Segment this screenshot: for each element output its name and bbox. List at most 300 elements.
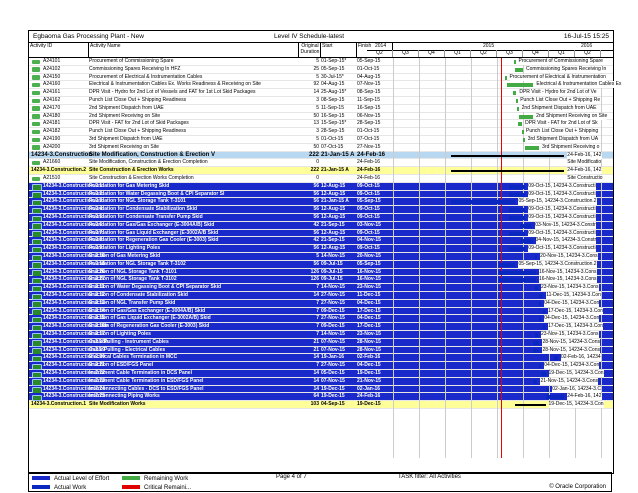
activity-id: 14234-3.Construction.2 (31, 167, 87, 174)
activity-duration: 5 (316, 104, 319, 111)
activity-name: Instrument Cable Termination in DCS Panel (89, 370, 192, 376)
activity-finish: 01-Oct-15 (357, 65, 380, 72)
gantt-bar-label: 09-Oct-15, 14234-3.Constructi (528, 182, 596, 189)
gantt-bar-label: Electrical & Instrumentation Cables Ex (536, 81, 622, 88)
activity-finish: 04-Nov-15 (357, 237, 381, 244)
gantt-bar[interactable] (519, 115, 533, 119)
gantt-chart (393, 58, 622, 458)
activity-name: Electrical & Instrumentation Cables Ex. Works Readiness & Receiving on Site (89, 81, 261, 88)
activity-start: 12-Aug-15 (321, 214, 346, 220)
activity-duration: 21 (313, 346, 319, 353)
gantt-bar[interactable] (539, 294, 543, 298)
activity-start: 07-Nov-15 (321, 377, 345, 384)
activity-duration: 14 (313, 89, 319, 96)
activity-duration: 14 (313, 377, 319, 384)
activity-id: A24181 (43, 120, 61, 127)
activity-start: 12-Aug-15 (321, 245, 346, 252)
activity-start: 27-Nov-15 (321, 292, 345, 298)
gantt-bar[interactable] (520, 239, 532, 243)
activity-start: 21-Sep-15 (321, 221, 345, 228)
activity-finish: 05-Sep-15 (357, 260, 381, 267)
gantt-bar[interactable] (514, 60, 516, 64)
gantt-gridline (497, 58, 498, 458)
activity-duration: 56 (313, 260, 319, 267)
gantt-bar[interactable] (515, 68, 523, 72)
gantt-bar-label: 2nd Shipment Dispatch from UAE (521, 104, 597, 111)
activity-id: 14234-3.Construction.2.16 (43, 253, 105, 259)
activity-id: 14234-3.Construction.2.26 (43, 268, 105, 275)
activity-duration: 222 (308, 151, 319, 158)
activity-id: 14234-3.Construction (31, 151, 93, 158)
activity-id: 14234-3.Construction.2.21 (43, 362, 105, 369)
activity-finish: 09-Oct-15 (357, 229, 380, 236)
task-filter: TASK filter: All Activities (398, 474, 461, 480)
activity-name: Foundation for Regeneration Gas Cooler (E-3003) Skid (89, 237, 219, 244)
project-title: Egbaoma Gas Processing Plant - New (33, 33, 144, 40)
gantt-bar[interactable] (554, 356, 558, 360)
gantt-bar-label: DPR Visit - Hydro for 2nd Lot of Ve (519, 89, 597, 96)
activity-id: 14234-3.Construction.2.19 (43, 346, 105, 353)
activity-finish: 16-Sep-15 (357, 104, 381, 111)
activity-duration: 56 (313, 198, 319, 205)
activity-duration: 3 (316, 128, 319, 135)
activity-finish: 02-Jan-16 (357, 385, 381, 392)
activity-start: 14-Nov-15 (321, 284, 345, 291)
activity-id: A24101 (43, 58, 61, 64)
activity-id: 14234-3.Construction.2.11 (43, 284, 105, 291)
activity-name: Commissioning Spares Receiving In HFZ (89, 65, 181, 72)
gantt-bar-label: 11-Dec-15, 14234-3.Con (546, 292, 601, 298)
activity-id: A24190 (43, 136, 61, 142)
quarter-label: Q4 (523, 50, 549, 57)
legend-actual-level-of-effort: Actual Level of Effort (32, 475, 109, 483)
activity-duration: 56 (313, 206, 319, 213)
activity-id: A24200 (43, 143, 61, 150)
quarter-label: Q3 (497, 50, 523, 57)
gantt-bar-label: 16-Nov-15, 14234-3.Cons (539, 268, 597, 275)
gantt-bar[interactable] (546, 388, 550, 392)
activity-name: Erection of NGL Transfer Pump Skid (89, 299, 176, 306)
activity-id: 14234-3.Construction.2.27 (43, 276, 105, 283)
activity-finish: 09-Oct-15 (357, 206, 380, 213)
activity-finish: 07-Nov-15 (357, 81, 381, 88)
activity-finish: 16-Nov-15 (357, 276, 381, 283)
activity-duration: 126 (310, 276, 319, 283)
activity-start: 14-Nov-15 (321, 331, 345, 337)
activity-id: 14234-3.Construction.2.22 (43, 370, 105, 376)
gantt-bar-label: 19-Dec-15, 14234-3.Con (548, 401, 604, 408)
activity-id: 14234-3.Construction.2.12 (43, 292, 105, 298)
activity-duration: 103 (310, 401, 319, 408)
gantt-bar[interactable] (499, 278, 536, 282)
activity-duration: 64 (313, 393, 319, 400)
activity-finish: 09-Oct-15 (357, 214, 380, 220)
activity-name: Foundation for Gas Metering Skid (89, 182, 170, 189)
gantt-bar[interactable] (535, 333, 538, 337)
activity-duration: 0 (316, 175, 319, 181)
column-headers (29, 43, 613, 58)
activity-start: 14-Nov-15 (321, 253, 345, 259)
activity-duration: 25 (313, 65, 319, 72)
col-activity-id[interactable]: Activity ID (29, 43, 89, 57)
activity-id: 14234-3.Construction.2.14 (43, 307, 105, 314)
activity-name: Erection of Gas Metering Skid (89, 253, 161, 259)
activity-duration: 3 (316, 97, 319, 103)
activity-id: A24182 (43, 128, 61, 135)
gantt-bar[interactable] (451, 170, 565, 172)
activity-start: 27-Nov-15 (321, 362, 345, 369)
activity-start (321, 175, 356, 182)
activity-name: Erection of Water Degassing Boot & CPI Separator Skid (89, 284, 222, 291)
activity-id: A24150 (43, 73, 61, 80)
activity-name: Punch List Close Out + Shipping Readiness (89, 128, 187, 135)
gantt-bar-label: 02-Jan-16, 14234-3.C (552, 385, 601, 392)
gantt-bar[interactable] (525, 146, 539, 150)
activity-id: 14234-3.Construction.2.25 (43, 393, 105, 400)
activity-name: 3rd Shipment Dispatch from UAE (89, 136, 163, 142)
gantt-bar-label: 03-Nov-15, 14234-3.Constr (535, 221, 596, 228)
activity-name: 3rd Shipment Receiving on Site (89, 143, 160, 150)
footer-border (28, 472, 612, 492)
gantt-bar-label: 20-Nov-15, 14234-3.Cons (540, 253, 598, 259)
legend-critical-remaining: Critical Remaini... (122, 484, 191, 492)
gantt-bar-label: Punch List Close Out + Shipping Re (520, 97, 601, 103)
activity-name: Cable Pulling - Electrical Cables (89, 346, 166, 353)
gantt-bar[interactable] (451, 155, 565, 157)
activity-start: 12-Aug-15 (321, 206, 346, 213)
gantt-gridline (419, 58, 420, 458)
activity-start: 12-Aug-15 (321, 190, 346, 197)
activity-duration: 56 (313, 214, 319, 220)
report-date: 16-Jul-15 15:25 (563, 33, 609, 40)
gantt-bar[interactable] (533, 349, 539, 353)
gantt-bar[interactable] (543, 325, 545, 329)
activity-name: Electrical Cables Termination in MCC (89, 354, 178, 361)
gantt-bar-label: Site Constructio (567, 175, 603, 181)
legend-remaining-work: Remaining Work (122, 475, 188, 483)
activity-name: Site Modification Works (89, 401, 146, 408)
gantt-bar-label: 3rd Shipment Dispatch from UA (527, 136, 599, 142)
activity-id: 14234-3.Construction.2.24 (43, 385, 105, 392)
activity-name: Foundation for Gas Liquid Exchanger (E-3002A/B Skid (89, 229, 219, 236)
gantt-bar[interactable] (509, 232, 525, 236)
gantt-bar-label: 16-Nov-15, 14234-3.Cons (539, 276, 597, 283)
activity-name: Foundation for Lighting Poles (89, 245, 161, 252)
activity-finish: 04-Aug-15 (357, 73, 381, 80)
activity-finish: 19-Dec-15 (357, 370, 381, 376)
activity-finish: 28-Nov-15 (357, 346, 381, 353)
activity-id: 14234-3.Construction.2.9 (43, 245, 103, 252)
activity-name: Foundation for Gas/Gas Exchanger (E-3004A/B) Skid (89, 221, 215, 228)
activity-finish: 05-Sep-15 (357, 58, 381, 64)
activity-duration: 7 (316, 323, 319, 330)
activity-start: 04-Aug-15 (321, 81, 345, 88)
activity-id: 14234-3.Construction.2.4 (43, 206, 103, 213)
gantt-bar-label: 09-Oct-15, 14234-3.Constructi (528, 245, 596, 252)
activity-start: 08-Sep-15 (321, 97, 345, 103)
gantt-bar[interactable] (517, 107, 519, 111)
activity-finish: 01-Oct-15 (357, 128, 380, 135)
col-activity-name[interactable]: Activity Name (89, 43, 299, 57)
gantt-gridline (445, 58, 446, 458)
gantt-bar-label: 3rd Shipment Receiving o (542, 143, 600, 150)
footer (28, 472, 612, 492)
gantt-gridline (471, 58, 472, 458)
col-start[interactable]: Start (321, 43, 357, 57)
activity-finish: 08-Sep-15 (357, 89, 381, 96)
activity-id: 14234-3.Construction.2.18b (43, 338, 109, 345)
activity-finish: 09-Oct-15 (357, 182, 380, 189)
activity-id: 14234-3.Construction.2.5 (43, 214, 103, 220)
gantt-bar[interactable] (499, 263, 515, 267)
quarter-label: Q2 (575, 50, 601, 57)
gantt-bar[interactable] (520, 224, 532, 228)
activity-duration: 56 (313, 229, 319, 236)
gantt-bar-label: 05-Sep-15, 14234-3.Construction.2 (518, 260, 597, 267)
activity-id: 14234-3.Construction.2.2 (43, 190, 103, 197)
activity-name: Instrument Cable Termination in ESD/FGS Panel (89, 377, 204, 384)
legend-swatch (32, 485, 50, 489)
gantt-bar-label: 23-Nov-15, 14234-3.Cons (541, 331, 599, 337)
activity-finish: 11-Sep-15 (357, 97, 380, 103)
activity-name: Erection of Lighting Poles (89, 331, 151, 337)
activity-finish: 16-Nov-15 (357, 268, 381, 275)
activity-start: 07-Nov-15 (321, 346, 345, 353)
activity-duration: 222 (310, 167, 319, 174)
col-finish[interactable]: Finish (357, 43, 393, 57)
gantt-bar[interactable] (546, 395, 565, 399)
gantt-bar[interactable] (539, 317, 541, 321)
gantt-bar[interactable] (543, 310, 545, 314)
gantt-bar-label: 09-Oct-15, 14234-3.Constructi (528, 214, 596, 220)
activity-id: 14234-3.Construction.2.18 (43, 260, 105, 267)
activity-duration: 5 (316, 73, 319, 80)
gantt-bar-label: 24-Feb-16, 142 (567, 151, 602, 158)
activity-id: 14234-3.Construction.2.7 (43, 229, 103, 236)
activity-start: 19-Dec-15 (321, 393, 345, 400)
activity-finish: 05-Sep-15 (357, 198, 381, 205)
activity-id: 14234-3.Construction.2.6 (43, 221, 103, 228)
activity-name: Foundation for Water Degassing Boot & CPI Separator Sl (89, 190, 225, 197)
activity-start: 21-Jan-15 A (321, 151, 355, 158)
gantt-bar-label: Site Modificatio (567, 159, 602, 166)
activity-duration: 5 (316, 136, 319, 142)
gantt-bar[interactable] (518, 122, 522, 126)
activity-finish: 09-Oct-15 (357, 190, 380, 197)
activity-name: 2nd Shipment Dispatch from UAE (89, 104, 164, 111)
year-label: 2016 (581, 43, 593, 49)
activity-start: 12-Aug-15 (321, 182, 346, 189)
layout-title: Level IV Schedule-latest (274, 33, 345, 40)
gantt-bar[interactable] (535, 255, 537, 259)
activity-start: 21-Jan-15 A (321, 198, 349, 205)
schedule-frame (28, 30, 622, 474)
year-label: 2014 (375, 43, 387, 49)
gantt-bar[interactable] (507, 83, 534, 87)
activity-finish: 23-Nov-15 (357, 284, 381, 291)
activity-id: 14234-3.Construction.2.15 (43, 315, 105, 322)
gantt-bar[interactable] (505, 76, 507, 80)
col-duration[interactable]: Original Duration (300, 43, 320, 55)
gantt-bar[interactable] (509, 193, 525, 197)
gantt-bar[interactable] (499, 271, 536, 275)
activity-id: A24162 (43, 97, 61, 103)
page-number: Page 4 of 7 (276, 474, 307, 480)
activity-name: Erection of Condensate Stabilization Skid (89, 292, 188, 298)
gantt-bar[interactable] (451, 200, 516, 204)
activity-duration: 7 (316, 284, 319, 291)
gantt-bar[interactable] (535, 286, 538, 290)
gantt-bar-label: 04-Dec-15, 14234-3.Con (544, 315, 600, 322)
activity-start: 27-Nov-15 (321, 315, 345, 322)
activity-finish: 11-Dec-15 (357, 292, 381, 298)
activity-start: 16-Sep-15 (321, 112, 345, 119)
gantt-bar[interactable] (541, 372, 545, 376)
gantt-bar-label: 09-Oct-15, 14234-3.Constructi (528, 229, 596, 236)
activity-name: Site Construction & Erection Works (89, 167, 174, 174)
gantt-bar-label: 19-Dec-15, 14234-3.Con (548, 370, 604, 376)
quarter-label: Q4 (419, 50, 445, 57)
activity-start: 19-Jan-16 (321, 354, 345, 361)
activity-duration: 14 (313, 292, 319, 298)
quarter-label: Q1 (445, 50, 471, 57)
activity-start: 07-Oct-15 (321, 143, 344, 150)
activity-id: 14234-3.Construction.2.20 (43, 354, 105, 361)
gantt-bar-label: 02-Feb-16, 14234 (560, 354, 601, 361)
activity-id: A24161 (43, 89, 61, 96)
activity-name: 2nd Shipment Receiving on Site (89, 112, 161, 119)
activity-finish: 04-Dec-15 (357, 315, 381, 322)
gantt-bar-label: Procurement of Commissioning Spare (518, 58, 603, 64)
activity-start: 27-Nov-15 (321, 299, 345, 306)
gantt-bar[interactable] (522, 130, 524, 134)
activity-duration: 7 (316, 331, 319, 337)
activity-finish: 24-Feb-16 (357, 175, 381, 181)
activity-name: Punch List Close Out + Shipping Readiness (89, 97, 187, 103)
activity-name: Erection of Gas/Gas Exchanger (E-3004A/B) Skid (89, 307, 206, 314)
year-label: 2015 (483, 43, 495, 49)
activity-start: 21-Jan-15 A (321, 167, 349, 174)
report-header (29, 31, 613, 43)
gantt-bar[interactable] (513, 91, 517, 95)
activity-id: A21660 (43, 159, 61, 166)
gantt-bar[interactable] (509, 208, 525, 212)
gantt-bar[interactable] (509, 216, 525, 220)
activity-finish: 24-Feb-16 (357, 151, 386, 158)
activity-name: Erection of NGL Storage Tank T-3101 (89, 268, 177, 275)
activity-finish: 09-Oct-15 (357, 245, 380, 252)
activity-duration: 14 (313, 370, 319, 376)
activity-finish: 02-Feb-16 (357, 354, 381, 361)
gantt-bar-label: 21-Nov-15, 14234-3.Cons (540, 377, 598, 384)
gantt-bar-label: 04-Nov-15, 14234-3.Constr (535, 237, 597, 244)
activity-start: 07-Nov-15 (321, 338, 345, 345)
gantt-bar-label: 05-Sep-15, 14234-3.Construction.2 (518, 198, 597, 205)
activity-duration: 5 (316, 58, 319, 64)
activity-name: Site Modification, Construction & Erection Completion (89, 159, 208, 166)
gantt-bar-label: 17-Dec-15, 14234-3.Con (547, 323, 603, 330)
gantt-bar[interactable] (533, 380, 537, 384)
gantt-bar[interactable] (509, 247, 525, 251)
quarter-label: Q2 (471, 50, 497, 57)
activity-id: A24170 (43, 104, 61, 111)
activity-finish: 17-Dec-15 (357, 307, 381, 314)
gantt-bar-label: 04-Dec-15, 14234-3.Con (544, 299, 600, 306)
activity-name: Erection of NGL Storage Tank T-3102 (89, 276, 177, 283)
activity-name: Site Modification, Construction & Erection V (89, 151, 216, 158)
gantt-bar[interactable] (539, 364, 541, 368)
activity-id: A21510 (43, 175, 61, 181)
legend-swatch (122, 485, 140, 489)
activity-duration: 42 (313, 221, 319, 228)
activity-start (321, 159, 356, 166)
activity-finish: 24-Feb-16 (357, 159, 381, 166)
activity-start: 25-Aug-15* (321, 89, 347, 96)
activity-name: Procurement of Electrical & Instrumentation Cables (89, 73, 203, 80)
activity-duration: 50 (313, 112, 319, 119)
activity-duration: 14 (313, 385, 319, 392)
activity-finish: 20-Nov-15 (357, 253, 381, 259)
activity-duration: 56 (313, 245, 319, 252)
quarter-label: Q2 (367, 50, 393, 57)
activity-id: 14234-3.Construction.2.23 (43, 377, 105, 384)
activity-start: 21-Sep-15 (321, 237, 345, 244)
data-date-line (501, 58, 502, 458)
activity-start: 01-Sep-15* (321, 58, 347, 64)
activity-start: 19-Dec-15 (321, 385, 345, 392)
gantt-bar-label: Commissioning Spares Receiving In (526, 65, 607, 72)
gantt-bar-label: Procurement of Electrical & Instrumentation (509, 73, 606, 80)
activity-id: 14234-3.Construction.2.13 (43, 299, 105, 306)
gantt-bar[interactable] (533, 341, 539, 345)
legend-actual-work: Actual Work (32, 484, 86, 492)
gantt-bar[interactable] (523, 138, 525, 142)
activity-duration: 7 (316, 315, 319, 322)
activity-finish: 28-Sep-15 (357, 120, 381, 127)
activity-name: Interconnecting Cables - DCS to ESD/FGS Panel (89, 385, 204, 392)
activity-id: 14234-3.Construction.2.8 (43, 237, 103, 244)
gantt-bar-label: 24-Feb-16, 142 (567, 167, 602, 174)
activity-name: Foundation for NGL Storage Tank T-3101 (89, 198, 186, 205)
activity-duration: 126 (310, 268, 319, 275)
gantt-bar[interactable] (509, 185, 525, 189)
activity-finish: 28-Nov-15 (357, 338, 381, 345)
gantt-bar[interactable] (516, 99, 518, 103)
activity-duration: 92 (313, 81, 319, 88)
activity-start: 09-Jul-15 (321, 260, 343, 267)
activity-name: Cable Pulling - Instrument Cables (89, 338, 169, 345)
activity-duration: 42 (313, 237, 319, 244)
activity-start: 12-Aug-15 (321, 229, 346, 236)
activity-finish: 07-Oct-15 (357, 136, 380, 142)
gantt-bar-label: 17-Dec-15, 14234-3.Con (547, 307, 603, 314)
activity-duration: 14 (313, 354, 319, 361)
gantt-bar-label: Punch List Close Out + Shipping (526, 128, 599, 135)
legend-swatch (32, 476, 50, 480)
gantt-bar-label: 09-Oct-15, 14234-3.Constructi (528, 190, 596, 197)
gantt-bar[interactable] (515, 404, 545, 406)
activity-name: Foundation for Condensate Stabilization Skid (89, 206, 198, 213)
gantt-bar-label: DPR Visit - FAT for 2nd Lot of Sk (525, 120, 598, 127)
legend-swatch (122, 476, 140, 480)
activity-finish: 06-Nov-15 (357, 112, 381, 119)
activity-start: 05-Dec-15 (321, 370, 345, 376)
gantt-bar-label: 2nd Shipment Receiving on Site (536, 112, 608, 119)
activity-start: 09-Jul-15 (321, 268, 343, 275)
gantt-bar[interactable] (539, 302, 541, 306)
copyright: © Oracle Corporation (549, 484, 606, 490)
activity-id: 14234-3.Construction.2.1 (43, 182, 103, 189)
